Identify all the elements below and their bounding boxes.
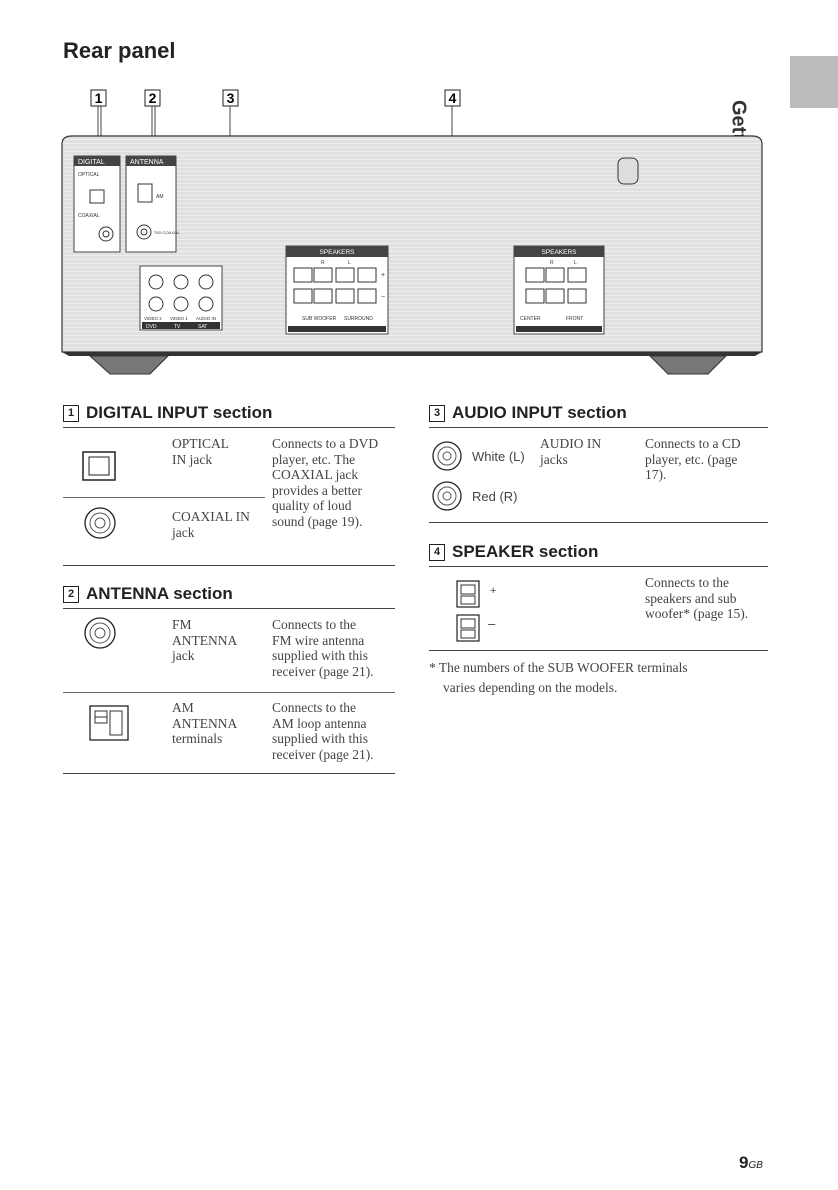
optical-name: OPTICAL IN jack — [172, 436, 229, 467]
fm-ohm-label: 75Ω COAXIAL — [154, 230, 180, 235]
am-antenna-name: AM ANTENNA terminals — [172, 700, 238, 746]
optical-jack-icon — [80, 449, 120, 483]
audio-in-description: Connects to a CD player, etc. (page 17). — [645, 436, 741, 482]
digital-description: Connects to a DVD player, etc. The COAXIAL jack provides a better quality of loud sound (page 19). — [272, 436, 379, 529]
surround-label: SURROUND — [344, 316, 373, 322]
audio-in-name: AUDIO IN jacks — [540, 436, 602, 467]
optical-jack-icon — [90, 190, 104, 203]
rear-panel-diagram — [58, 84, 768, 384]
coaxial-jack-icon — [80, 505, 120, 541]
white-l-label: White (L) — [472, 449, 525, 464]
center-label: CENTER — [520, 316, 541, 322]
antenna-label: ANTENNA — [130, 159, 164, 166]
speaker-plus: + — [490, 585, 497, 597]
sp1-minus: − — [381, 294, 386, 301]
fm-antenna-name: FM ANTENNA jack — [172, 617, 238, 663]
coaxial-jack-icon — [99, 227, 113, 241]
dvd-label: DVD — [146, 324, 157, 330]
sp1-l-label: L — [348, 260, 351, 266]
sat-label: SAT — [198, 324, 208, 330]
audio-section-title: AUDIO INPUT section — [452, 403, 627, 422]
fm-jack-icon — [80, 615, 120, 651]
tv-label: TV — [174, 324, 181, 330]
section-number: 2 — [63, 586, 79, 603]
fm-antenna-description: Connects to the FM wire antenna supplied with this receiver (page 21). — [272, 617, 374, 679]
section-number: 1 — [63, 405, 79, 422]
callout-3: 3 — [226, 90, 235, 106]
am-label: AM — [156, 194, 164, 200]
sp1-plus: + — [381, 272, 386, 279]
audio-in-label: AUDIO IN — [196, 316, 217, 321]
section-number: 3 — [429, 405, 445, 422]
callout-1: 1 — [94, 90, 103, 106]
sp1-r-label: R — [321, 260, 325, 266]
white-jack-icon — [429, 439, 467, 473]
page-number: 9GB — [739, 1153, 763, 1172]
digital-section-heading — [63, 403, 272, 423]
am-terminal-icon — [138, 184, 152, 202]
speaker-section-heading — [429, 542, 598, 562]
fm-jack-icon — [137, 225, 151, 239]
callout-4: 4 — [448, 90, 457, 106]
am-terminal-icon — [88, 703, 132, 743]
side-tab-label — [797, 100, 823, 240]
coaxial-label: COAXIAL — [78, 213, 100, 219]
video1-label: VIDEO 1 — [170, 316, 188, 321]
audio-section-heading — [429, 403, 627, 423]
speakers-label-2: SPEAKERS — [541, 249, 577, 256]
red-r-label: Red (R) — [472, 489, 518, 504]
antenna-section-title: ANTENNA section — [86, 584, 233, 603]
sp2-l-label: L — [574, 260, 577, 266]
section-number: 4 — [429, 544, 445, 561]
front-label: FRONT — [566, 316, 584, 322]
am-antenna-description: Connects to the AM loop antenna supplied with this receiver (page 21). — [272, 700, 374, 762]
speaker-terminal-icon — [455, 579, 485, 645]
speaker-description: Connects to the speakers and sub woofer* (page 15). — [645, 575, 749, 621]
speakers-label-1: SPEAKERS — [319, 249, 355, 256]
coaxial-name: COAXIAL IN jack — [172, 509, 250, 540]
speaker-minus: – — [488, 616, 496, 631]
antenna-section-heading — [63, 584, 233, 604]
red-jack-icon — [429, 479, 467, 513]
optical-label: OPTICAL — [78, 172, 100, 178]
digital-section-title: DIGITAL INPUT section — [86, 403, 273, 422]
digital-label: DIGITAL — [78, 159, 105, 166]
video2-label: VIDEO 2 — [144, 316, 162, 321]
speaker-section-title: SPEAKER section — [452, 542, 599, 561]
sp2-r-label: R — [550, 260, 554, 266]
sub-woofer-label: SUB WOOFER — [302, 316, 337, 322]
page-title: Rear panel — [63, 38, 176, 63]
callout-2: 2 — [148, 90, 157, 106]
speaker-footnote: * The numbers of the SUB WOOFER terminals varies depending on the models. — [429, 660, 688, 695]
